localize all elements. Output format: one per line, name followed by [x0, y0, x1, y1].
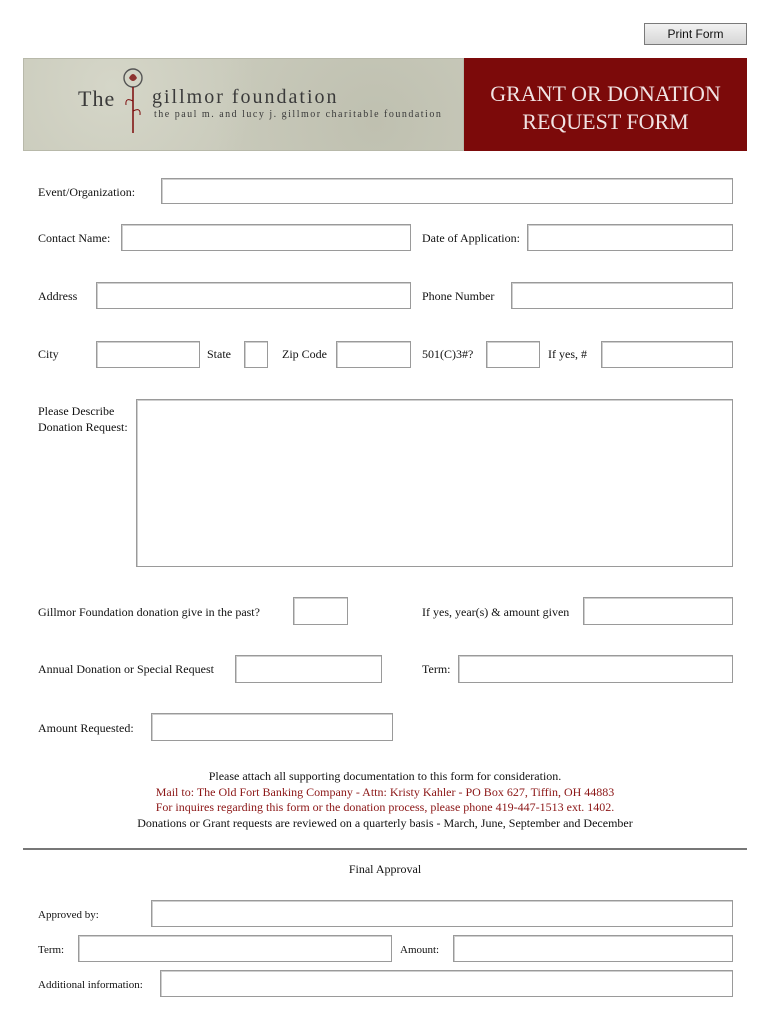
annual-special-label: Annual Donation or Special Request — [38, 662, 214, 676]
approval-amount-field[interactable] — [453, 935, 733, 962]
form-title-line2: REQUEST FORM — [522, 109, 689, 134]
term-field[interactable] — [458, 655, 733, 683]
foundation-logo-banner — [23, 58, 464, 151]
date-of-application-field[interactable] — [527, 224, 733, 251]
approval-term-field[interactable] — [78, 935, 392, 962]
additional-info-label: Additional information: — [38, 979, 143, 991]
inquiries-note: For inquires regarding this form or the donation process, please phone 419-447-1513 ext. 1402. — [155, 800, 615, 814]
city-field[interactable] — [96, 341, 200, 368]
logo-the: The — [78, 86, 116, 111]
501c3-field[interactable] — [486, 341, 540, 368]
phone-number-label: Phone Number — [422, 289, 495, 303]
donation-request-textarea[interactable] — [136, 399, 733, 567]
approved-by-label: Approved by: — [38, 909, 99, 921]
if-yes-number-label: If yes, # — [548, 347, 587, 361]
past-donation-label: Gillmor Foundation donation give in the past? — [38, 605, 260, 619]
review-note: Donations or Grant requests are reviewed on a quarterly basis - March, June, September and December — [137, 816, 633, 830]
if-yes-number-field[interactable] — [601, 341, 733, 368]
mail-note: Mail to: The Old Fort Banking Company - Attn: Kristy Kahler - PO Box 627, Tiffin, OH 44883 — [155, 785, 615, 799]
term-label: Term: — [422, 662, 451, 676]
final-approval-title: Final Approval — [348, 862, 422, 876]
describe-label-line2: Donation Request: — [38, 420, 128, 434]
describe-label-line1: Please Describe — [38, 404, 115, 418]
approved-by-field[interactable] — [151, 900, 733, 927]
phone-number-field[interactable] — [511, 282, 733, 309]
event-org-field[interactable] — [161, 178, 733, 204]
year-amount-label: If yes, year(s) & amount given — [422, 605, 570, 619]
address-label: Address — [38, 289, 78, 303]
city-label: City — [38, 347, 59, 361]
501c3-label: 501(C)3#? — [422, 347, 474, 361]
additional-info-field[interactable] — [160, 970, 733, 997]
past-donation-field[interactable] — [293, 597, 348, 625]
attach-note: Please attach all supporting documentation to this form for consideration. — [208, 769, 562, 783]
state-field[interactable] — [244, 341, 268, 368]
amount-requested-label: Amount Requested: — [38, 721, 134, 735]
form-title-banner — [464, 58, 747, 151]
rose-logo-icon — [120, 65, 146, 135]
form-title-line1: GRANT OR DONATION — [490, 81, 721, 106]
logo-subtitle: the paul m. and lucy j. gillmor charitable foundation — [154, 109, 443, 120]
contact-name-field[interactable] — [121, 224, 411, 251]
year-amount-field[interactable] — [583, 597, 733, 625]
annual-special-field[interactable] — [235, 655, 382, 683]
zip-code-field[interactable] — [336, 341, 411, 368]
amount-requested-field[interactable] — [151, 713, 393, 741]
state-label: State — [207, 347, 231, 361]
logo-foundation-name: gillmor foundation — [152, 86, 339, 108]
print-form-button[interactable]: Print Form — [644, 23, 747, 45]
section-divider — [23, 848, 747, 850]
date-of-application-label: Date of Application: — [422, 231, 520, 245]
contact-name-label: Contact Name: — [38, 231, 111, 245]
zip-code-label: Zip Code — [282, 347, 327, 361]
event-org-label: Event/Organization: — [38, 185, 136, 199]
approval-amount-label: Amount: — [400, 944, 440, 956]
address-field[interactable] — [96, 282, 411, 309]
approval-term-label: Term: — [38, 944, 65, 956]
